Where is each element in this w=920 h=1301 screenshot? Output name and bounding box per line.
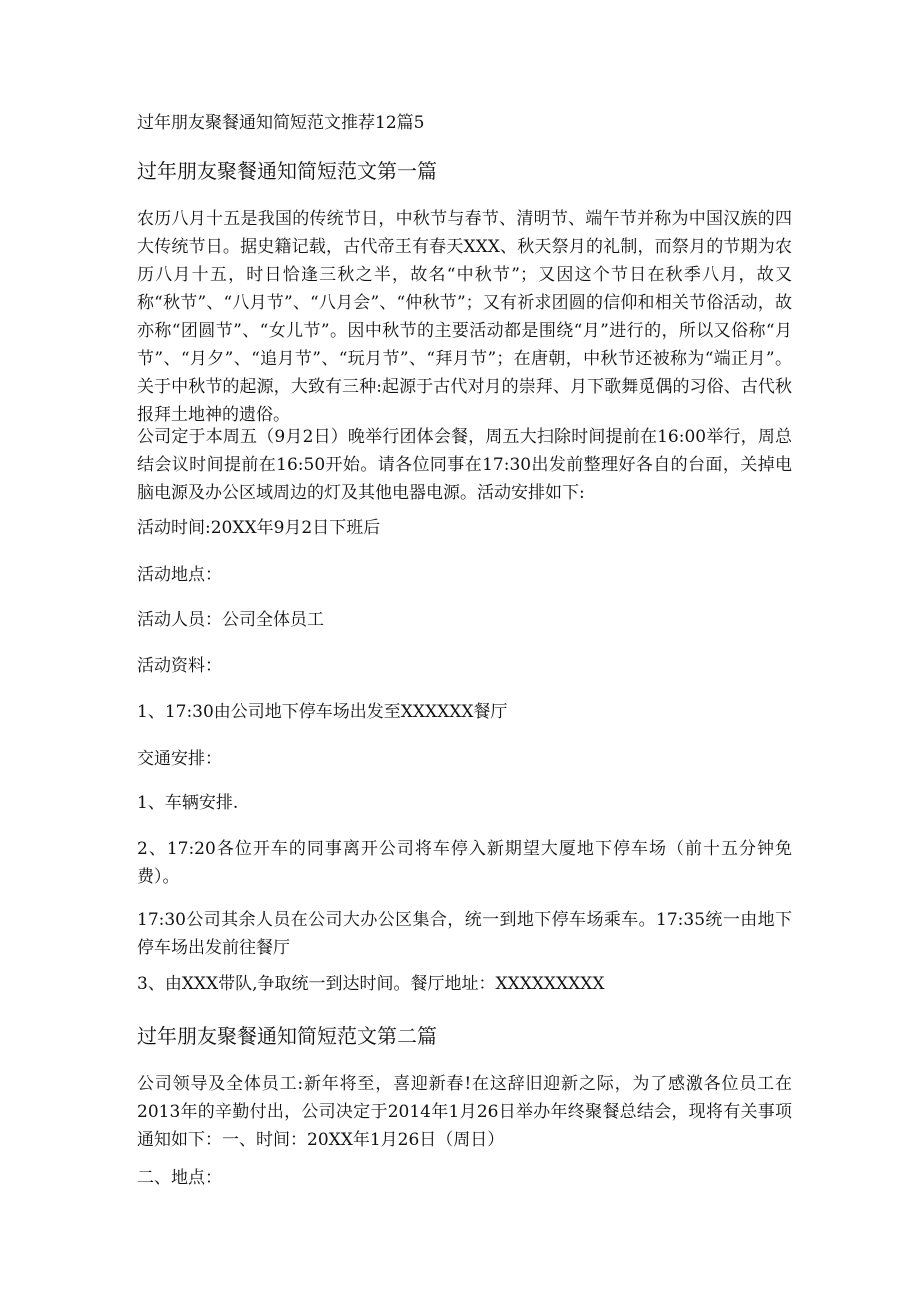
year-end-dinner-place: 二、地点： bbox=[137, 1168, 222, 1188]
transport-others-paragraph: 17:30公司其余人员在公司大办公区集合，统一到地下停车场乘车。17:35统一由地下停车场出发前往餐厅 bbox=[137, 910, 792, 958]
activity-materials: 活动资料： bbox=[137, 656, 222, 676]
festival-intro-paragraph: 农历八月十五是我国的传统节日，中秋节与春节、清明节、端午节并称为中国汉族的四大传统节日。据史籍记载，古代帝王有春天XXX、秋天祭月的礼制，而祭月的节期为农历八月十五，时日恰逢三秋之半，故名“中秋节”；又因这个节日在秋季八月，故又称“秋节”、“八月节”、“八月会”、“仲秋节”；又有祈求团圆的信仰和相关节俗活动，故亦称“团圆节”、“女儿节”。因中秋节的主要活动都是围绕“月”进行的，所以又俗称“月节”、“月夕”、“追月节”、“玩月节”、“拜月节”；在唐朝，中秋节还被称为“端正月”。关于中秋节的起源，大致有三种:起源于古代对月的崇拜、月下歌舞觅偶的习俗、古代秋报拜土地神的遗俗。 bbox=[137, 209, 792, 425]
transport-vehicle: 1、车辆安排. bbox=[137, 793, 239, 813]
dinner-notice-paragraph: 公司定于本周五（9月2日）晚举行团体会餐，周五大扫除时间提前在16:00举行，周总结会议时间提前在16:50开始。请各位同事在17:30出发前整理好各自的台面，关掉电脑电源及办公区域周边的灯及其他电器电源。活动安排如下: bbox=[137, 427, 792, 503]
transport-drivers-paragraph: 2、17:20各位开车的同事离开公司将车停入新期望大厦地下停车场（前十五分钟免费）。 bbox=[137, 839, 792, 887]
year-end-dinner-paragraph: 公司领导及全体员工:新年将至，喜迎新春!在这辞旧迎新之际，为了感激各位员工在2013年的辛勤付出，公司决定于2014年1月26日举办年终聚餐总结会，现将有关事项通知如下：一、时间：20XX年1月26日（周日） bbox=[137, 1074, 792, 1150]
document-title: 过年朋友聚餐通知简短范文推荐12篇5 bbox=[137, 113, 425, 133]
activity-place: 活动地点： bbox=[137, 565, 222, 585]
transport-heading: 交通安排： bbox=[137, 749, 222, 769]
activity-item-1: 1、17:30由公司地下停车场出发至XXXXXX餐厅 bbox=[137, 702, 508, 722]
section-heading-2: 过年朋友聚餐通知简短范文第二篇 bbox=[137, 1024, 437, 1048]
section-heading-1: 过年朋友聚餐通知简短范文第一篇 bbox=[137, 159, 437, 183]
transport-leader: 3、由XXX带队,争取统一到达时间。餐厅地址：XXXXXXXXX bbox=[137, 974, 605, 994]
activity-people: 活动人员：公司全体员工 bbox=[137, 610, 324, 630]
activity-time: 活动时间:20XX年9月2日下班后 bbox=[137, 518, 381, 538]
